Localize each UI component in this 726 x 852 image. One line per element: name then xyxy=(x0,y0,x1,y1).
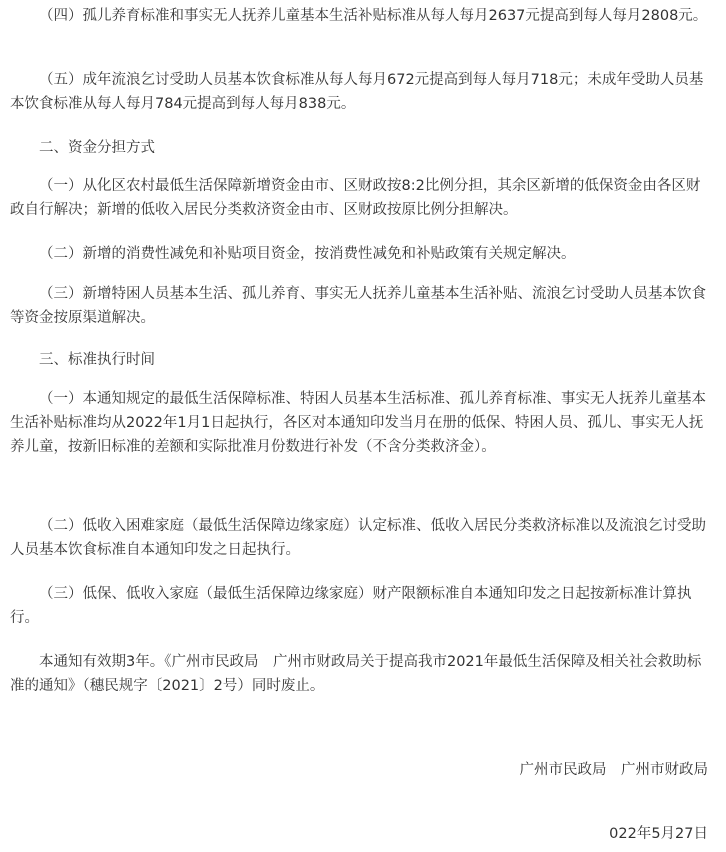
section-heading-execution-time: 三、标准执行时间 xyxy=(39,352,155,368)
section-heading-funding: 二、资金分担方式 xyxy=(39,140,155,156)
paragraph-funding-1: （一）从化区农村最低生活保障新增资金由市、区财政按8:2比例分担，其余区新增的低保资金由各区财政自行解决；新增的低收入居民分类救济资金由市、区财政按原比例分担解决。 xyxy=(10,178,701,218)
paragraph-funding-2: （二）新增的消费性减免和补贴项目资金，按消费性减免和补贴政策有关规定解决。 xyxy=(39,246,576,262)
paragraph-orphan-standard: （四）孤儿养育标准和事实无人抚养儿童基本生活补贴标准从每人每月2637元提高到每人每月2808元。 xyxy=(39,8,708,24)
paragraph-execution-1: （一）本通知规定的最低生活保障标准、特困人员基本生活标准、孤儿养育标准、事实无人抚养儿童基本生活补贴标准均从2022年1月1日起执行，各区对本通知印发当月在册的低保、特困人员、孤儿、事实无人抚养儿童，按新旧标准的差额和实际批准月份数进行补发（不含分类救济金）。 xyxy=(10,391,706,455)
issuer-signature: 广州市民政局 广州市财政局 xyxy=(519,762,708,778)
paragraph-validity: 本通知有效期3年。《广州市民政局 广州市财政局关于提高我市2021年最低生活保障及相关社会救助标准的通知》（穗民规字〔2021〕2号）同时废止。 xyxy=(10,654,702,694)
paragraph-vagrant-food-standard: （五）成年流浪乞讨受助人员基本饮食标准从每人每月672元提高到每人每月718元；未成年受助人员基本饮食标准从每人每月784元提高到每人每月838元。 xyxy=(10,72,704,112)
paragraph-execution-2: （二）低收入困难家庭（最低生活保障边缘家庭）认定标准、低收入居民分类救济标准以及流浪乞讨受助人员基本饮食标准自本通知印发之日起执行。 xyxy=(10,518,706,558)
paragraph-execution-3: （三）低保、低收入家庭（最低生活保障边缘家庭）财产限额标准自本通知印发之日起按新标准计算执行。 xyxy=(10,586,692,626)
paragraph-funding-3: （三）新增特困人员基本生活、孤儿养育、事实无人抚养儿童基本生活补贴、流浪乞讨受助人员基本饮食等资金按原渠道解决。 xyxy=(10,286,706,326)
issue-date: 022年5月27日 xyxy=(609,826,708,842)
